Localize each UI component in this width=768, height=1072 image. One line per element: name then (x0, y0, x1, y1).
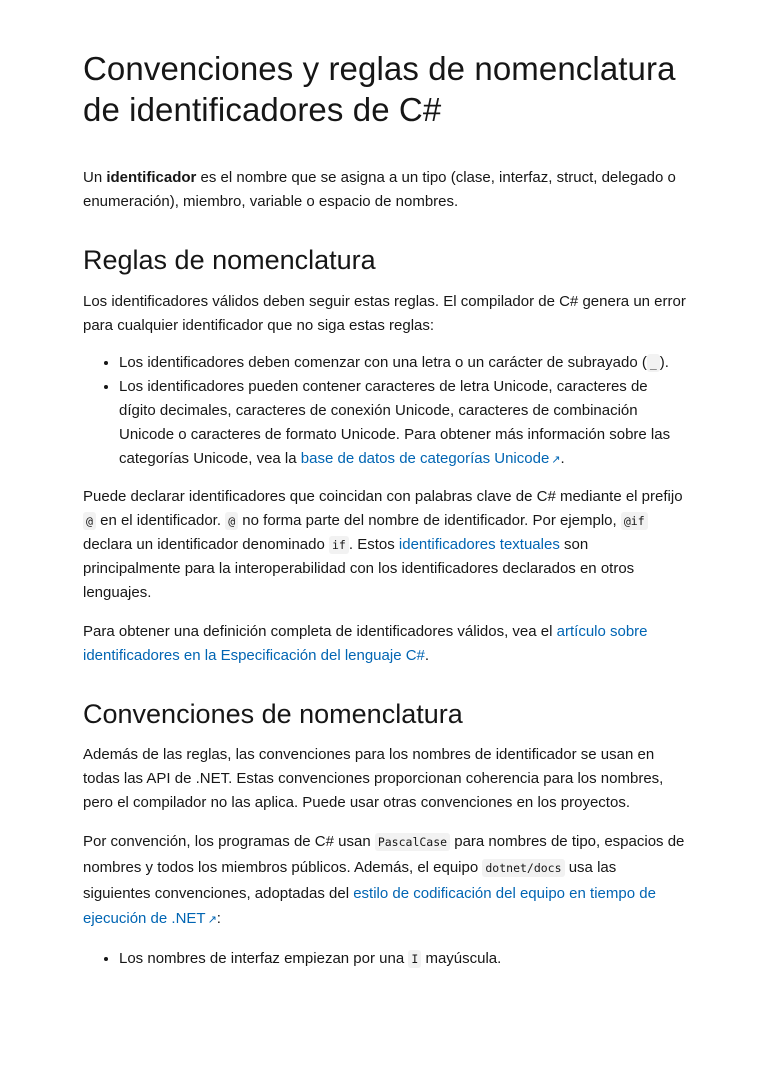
prefix-paragraph (83, 485, 686, 605)
spec-paragraph (83, 620, 686, 668)
text: son principalmente para la interoperabilidad con los identificadores declarados en otros lenguajes. (83, 536, 635, 601)
rules-list (83, 351, 686, 472)
list-item-text: Los identificadores deben comenzar con una letra o un carácter de subrayado ( (119, 354, 647, 371)
inline-code: @if (621, 512, 648, 530)
page-title: Convenciones y reglas de nomenclatura de identificadores de C# (83, 50, 676, 128)
intro-text-rest: es el nombre que se asigna a un tipo (clase, interfaz, struct, delegado o enumeración), miembro, variable o espacio de nombres. (83, 169, 676, 210)
list-item (119, 351, 686, 375)
list-item (119, 947, 686, 971)
text: usa las siguientes convenciones, adoptadas del (83, 859, 617, 902)
section-heading-rules: Reglas de nomenclatura (83, 245, 376, 275)
text: Por convención, los programas de C# usan (83, 833, 375, 850)
unicode-categories-link[interactable]: base de datos de categorías Unicode (300, 450, 550, 467)
text: Para obtener una definición completa de identificadores válidos, vea el (83, 623, 557, 640)
runtime-coding-style-link[interactable]: estilo de codificación del equipo en tiempo de ejecución de .NET (83, 885, 656, 927)
text: Puede declarar identificadores que coincidan con palabras clave de C# mediante el prefijo (83, 488, 683, 505)
conventions-paragraph: Además de las reglas, las convenciones para los nombres de identificador se usan en todas las API de .NET. Estas convenciones proporcionan coherencia para los nombres, pero el compilador no las aplica. Puede usar otras convenciones en los proyectos. (83, 746, 664, 811)
intro-text: Un (83, 169, 107, 186)
list-item-text-end: mayúscula. (421, 950, 502, 967)
intro-bold-term: identificador (106, 169, 197, 186)
rules-paragraph: Los identificadores válidos deben seguir estas reglas. El compilador de C# genera un error para cualquier identificador que no siga estas reglas: (83, 293, 686, 334)
list-item (119, 375, 686, 472)
pascalcase-paragraph (83, 829, 686, 933)
article (0, 48, 768, 971)
list-item-text-end: . (560, 450, 565, 467)
text: para nombres de tipo, espacios de nombres y todos los miembros públicos. Además, el equipo (83, 833, 685, 876)
inline-code: _ (647, 354, 660, 372)
text: . Estos (348, 536, 399, 553)
text: : (216, 910, 221, 927)
section-heading-conventions: Convenciones de nomenclatura (83, 699, 463, 729)
list-item-text: Los nombres de interfaz empiezan por una (119, 950, 409, 967)
conventions-list (83, 947, 686, 971)
intro-paragraph (83, 166, 686, 214)
text: en el identificador. (95, 512, 226, 529)
text: no forma parte del nombre de identificador. Por ejemplo, (238, 512, 621, 529)
inline-code: dotnet/docs (482, 859, 564, 877)
spec-identifiers-link[interactable]: artículo sobre identificadores en la Especificación del lenguaje C# (83, 623, 648, 664)
list-item-text-end: ). (659, 354, 669, 371)
verbatim-identifiers-link[interactable]: identificadores textuales (398, 536, 560, 553)
inline-code: @ (225, 512, 238, 530)
text: declara un identificador denominado (83, 536, 329, 553)
inline-code: I (408, 950, 421, 968)
inline-code: PascalCase (375, 833, 450, 851)
inline-code: @ (83, 512, 96, 530)
external-link-icon: ↗ (551, 454, 561, 466)
external-link-icon: ↗ (207, 914, 217, 926)
text: . (424, 647, 430, 664)
list-item-text: Los identificadores pueden contener caracteres de letra Unicode, caracteres de dígito decimales, caracteres de conexión Unicode, caracteres de combinación Unicode o caracteres de formato Unicode. Para obtener más información sobre las categorías Unicode, vea la (119, 378, 671, 467)
inline-code: if (329, 536, 349, 554)
